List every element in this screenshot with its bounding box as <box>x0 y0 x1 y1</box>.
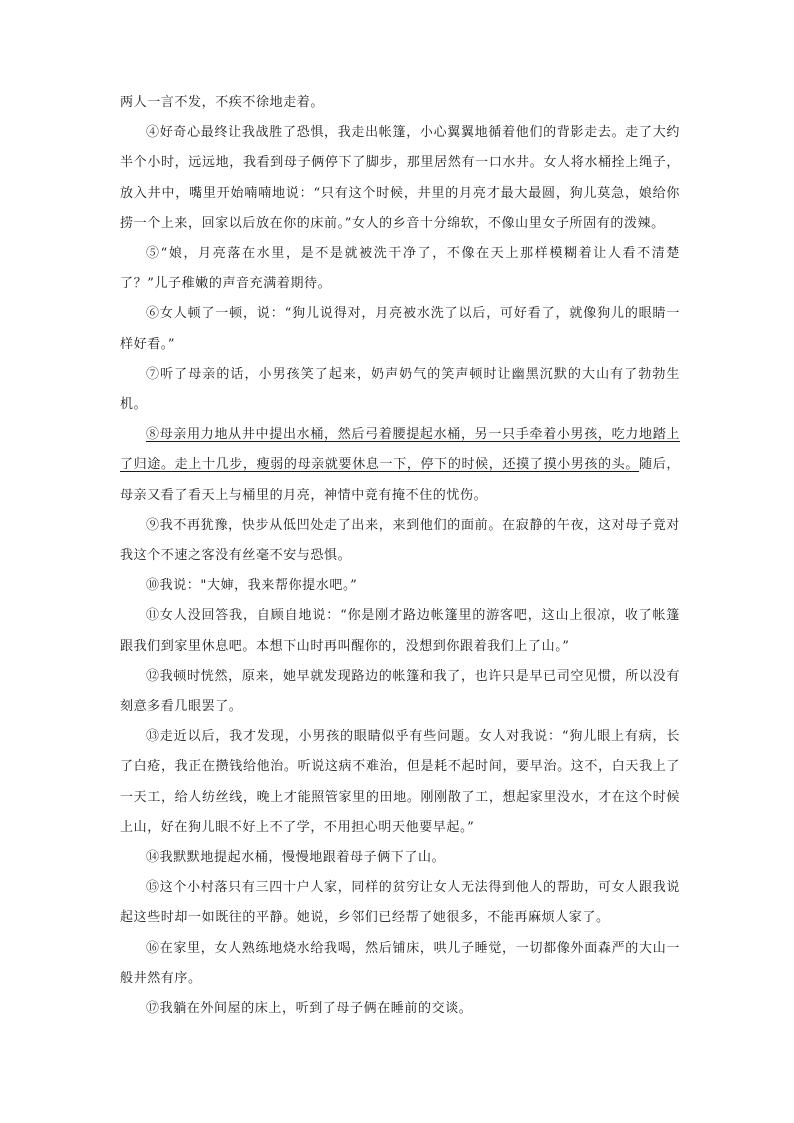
paragraph-8 <box>120 420 680 511</box>
paragraph-16: ⑯在家里，女人熟练地烧水给我喝，然后铺床，哄儿子睡觉，一切都像外面森严的大山一般井然有序。 <box>120 940 680 986</box>
paragraph-14: ⑭我默默地提起水桶，慢慢地跟着母子俩下了山。 <box>146 850 446 866</box>
paragraph-5: ⑤“娘，月亮落在水里，是不是就被洗干净了，不像在天上那样模糊着让人看不清楚了？”儿子稚嫩的声音充满着期待。 <box>120 246 680 292</box>
paragraph-6: ⑥女人顿了一顿，说：“狗儿说得对，月亮被水洗了以后，可好看了，就像狗儿的眼睛一样好看。” <box>120 306 680 352</box>
paragraph-7: ⑦听了母亲的话，小男孩笑了起来，奶声奶气的笑声顿时让幽黑沉默的大山有了勃勃生机。 <box>120 366 680 413</box>
paragraph-9: ⑨我不再犹豫，快步从低凹处走了出来，来到他们的面前。在寂静的午夜，这对母子竟对我这个不速之客没有丝毫不安与恐惧。 <box>120 517 680 564</box>
paragraph-12: ⑫我顿时恍然，原来，她早就发现路边的帐篷和我了，也许只是早已司空见惯，所以没有刻意多看几眼罢了。 <box>120 668 680 715</box>
paragraph-4: ④好奇心最终让我战胜了恐惧，我走出帐篷，小心翼翼地循着他们的背影走去。走了大约半个小时，远远地，我看到母子俩停下了脚步，那里居然有一口水井。女人将水桶拴上绳子，放入井中，嘴里开始喃喃地说：“只有这个时候，井里的月亮才最大最圆，狗儿莫急，娘给你捞一个上来，回家以后放在你的床前。”女人的乡音十分绵软，不像山里女子所固有的泼辣。 <box>120 125 680 231</box>
paragraph-17: ⑰我躺在外间屋的床上，听到了母子俩在睡前的交谈。 <box>146 1001 473 1017</box>
document-body <box>120 88 680 1024</box>
paragraph-8-rest: 随后，母亲又看了看天上与桶里的月亮，神情中竟有掩不住的忧伤。 <box>120 457 680 503</box>
paragraph-11: ⑪女人没回答我，自顾自地说：“你是刚才路边帐篷里的游客吧，这山上很凉，收了帐篷跟我们到家里休息吧。本想下山时再叫醒你的，没想到你跟着我们上了山。” <box>120 608 680 654</box>
paragraph-10: ⑩我说："大婶，我来帮你提水吧。” <box>146 578 358 594</box>
paragraph-1: 两人一言不发，不疾不徐地走着。 <box>120 95 325 110</box>
paragraph-15: ⑮这个小村落只有三四十户人家，同样的贫穷让女人无法得到他人的帮助，可女人跟我说起这些时却一如既往的平静。她说，乡邻们已经帮了她很多，不能再麻烦人家了。 <box>120 880 680 926</box>
paragraph-13: ⑬走近以后，我才发现，小男孩的眼睛似乎有些问题。女人对我说：“狗儿眼上有病，长了白疮，我正在攒钱给他治。听说这病不难治，但是耗不起时间，要早治。这不，白天我上了一天工，给人纺丝线，晚上才能照管家里的田地。刚刚散了工，想起家里没水，才在这个时候上山，好在狗儿眼不好上不了学，不用担心明天他要早起。” <box>120 729 680 835</box>
underlined-passage: ⑧母亲用力地从井中提出水桶，然后弓着腰提起水桶，另一只手牵着小男孩，吃力地踏上了归途。走上十几步，瘦弱的母亲就要休息一下，停下的时候，还摸了摸小男孩的头。 <box>120 427 680 473</box>
